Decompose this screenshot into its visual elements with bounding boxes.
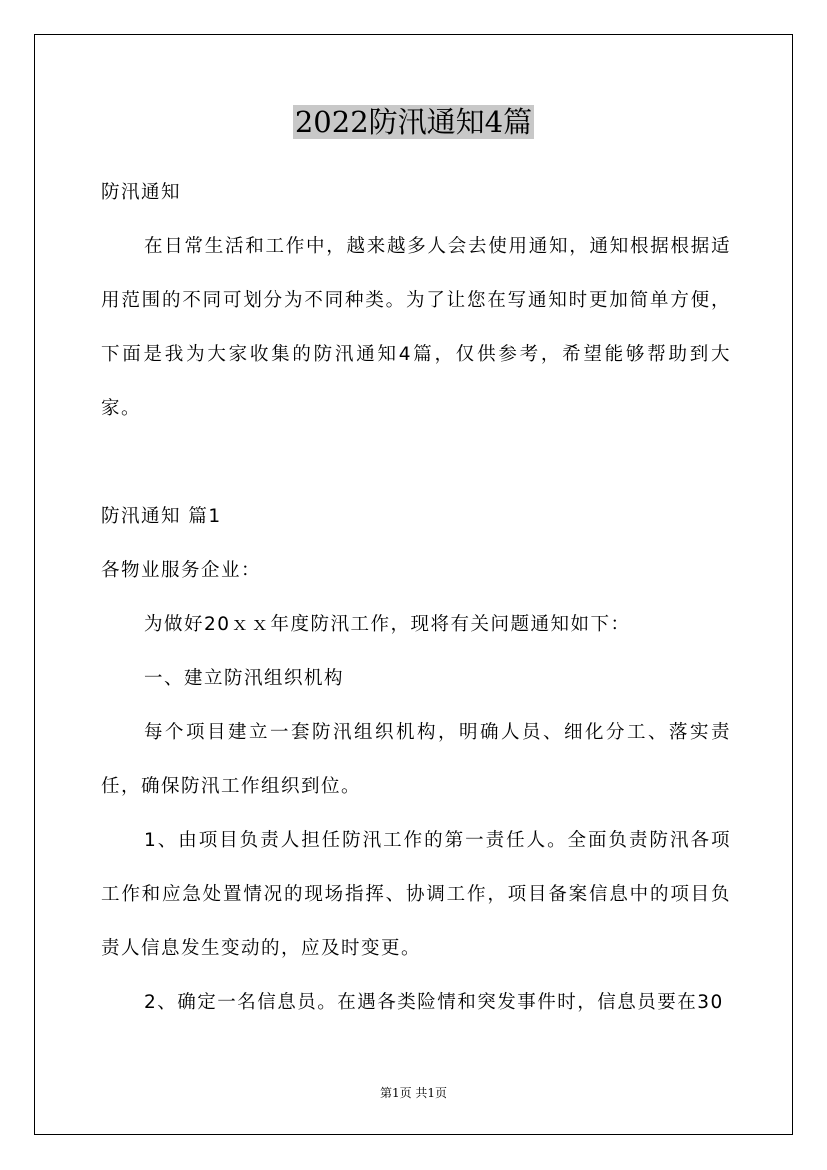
document-title — [0, 102, 827, 142]
notice-heading: 防汛通知 篇1 — [101, 506, 222, 527]
page-number: 第1页 共1页 — [379, 1086, 448, 1100]
body-paragraph: 每个项目建立一套防汛组织机构，明确人员、细化分工、落实责任，确保防汛工作组织到位。 — [101, 722, 731, 797]
subheading: 一、建立防汛组织机构 — [144, 668, 345, 689]
intro-paragraph: 在日常生活和工作中，越来越多人会去使用通知，通知根据根据适用范围的不同可划分为不同种类。为了让您在写通知时更加简单方便，下面是我为大家收集的防汛通知4篇，仅供参考，希望能够帮助到大家。 — [101, 236, 731, 419]
spacer — [101, 436, 731, 490]
body-paragraph: 为做好20ｘｘ年度防汛工作，现将有关问题通知如下： — [144, 614, 631, 635]
salutation: 各物业服务企业： — [101, 560, 262, 581]
body-paragraph: 2、确定一名信息员。在遇各类险情和突发事件时，信息员要在30 — [144, 992, 724, 1013]
title-text: 2022防汛通知4篇 — [294, 105, 533, 139]
document-body — [101, 166, 731, 1030]
page-footer — [0, 1084, 827, 1101]
body-paragraph: 1、由项目负责人担任防汛工作的第一责任人。全面负责防汛各项工作和应急处置情况的现场指挥、协调工作，项目备案信息中的项目负责人信息发生变动的，应及时变更。 — [101, 830, 731, 959]
section-heading: 防汛通知 — [101, 182, 182, 203]
